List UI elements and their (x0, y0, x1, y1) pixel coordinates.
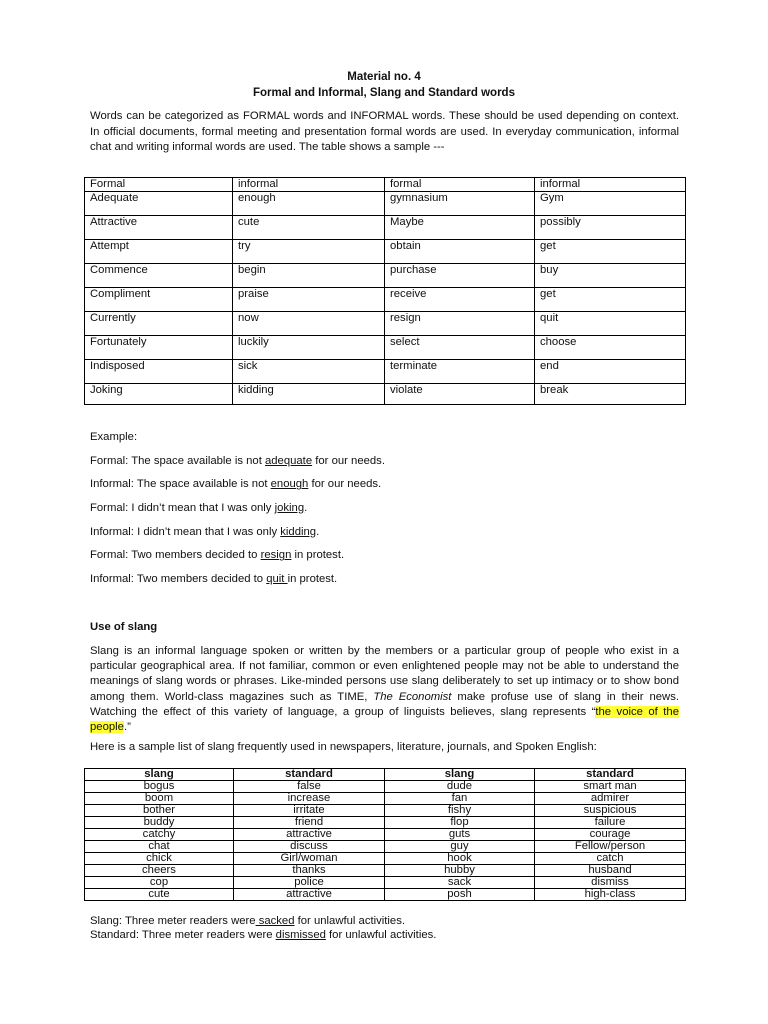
table-cell: Joking (85, 384, 233, 405)
table-cell: end (535, 360, 686, 384)
table-cell: gymnasium (385, 192, 535, 216)
table-cell: terminate (385, 360, 535, 384)
example-line (90, 477, 680, 501)
example-underlined-word: sacked (255, 915, 295, 927)
example-line (90, 914, 690, 928)
table-cell: husband (535, 865, 686, 877)
example-underlined-word: quit (266, 573, 288, 586)
example-underlined-word: dismissed (275, 929, 326, 941)
paragraph-text: make profuse use of slang in their news. Watching the effect of this variety of language, a group of linguists believes, slang represents “ (90, 690, 679, 718)
table-cell: chick (85, 853, 234, 865)
example-underlined-word: joking (274, 502, 305, 515)
table-row (85, 264, 686, 288)
intro-paragraph: Words can be categorized as FORMAL words and INFORMAL words. These should be used depending on context. In official documents, formal meeting and presentation formal words are used. In everyday communication, informal chat and writing informal words are used. The table shows a sample --- (90, 110, 679, 154)
table-row (85, 805, 686, 817)
table-cell: get (535, 240, 686, 264)
table-cell: catch (535, 853, 686, 865)
example-text: . (316, 525, 320, 538)
table-row (85, 853, 686, 865)
table-cell: try (233, 240, 385, 264)
table-cell: cop (85, 877, 234, 889)
table-cell: Girl/woman (234, 853, 385, 865)
example-underlined-word: enough (270, 478, 309, 491)
table-cell: dude (385, 781, 535, 793)
table-cell: attractive (234, 889, 385, 901)
table-cell: Fortunately (85, 336, 233, 360)
table-cell: Attempt (85, 240, 233, 264)
table-cell: sack (385, 877, 535, 889)
table-cell: cute (85, 889, 234, 901)
example-text: Slang: Three meter readers were (90, 915, 256, 927)
table-cell: begin (233, 264, 385, 288)
table-cell: Compliment (85, 288, 233, 312)
table-cell: sick (233, 360, 385, 384)
table-header-row (85, 769, 686, 781)
table-cell: cute (233, 216, 385, 240)
table-cell: violate (385, 384, 535, 405)
table-cell: break (535, 384, 686, 405)
table-cell: suspicious (535, 805, 686, 817)
table-cell: admirer (535, 793, 686, 805)
table-cell: thanks (234, 865, 385, 877)
table-cell: select (385, 336, 535, 360)
column-header: standard (234, 769, 385, 781)
table-cell: irritate (234, 805, 385, 817)
table-cell: kidding (233, 384, 385, 405)
table-cell: fan (385, 793, 535, 805)
table-cell: catchy (85, 829, 234, 841)
column-header: formal (385, 178, 535, 192)
paragraph-text: .” (123, 721, 131, 734)
example-line (90, 501, 680, 525)
example-line (90, 525, 680, 549)
table-row (85, 312, 686, 336)
table-row (85, 216, 686, 240)
example-text: Informal: The space available is not (90, 478, 271, 491)
table-cell: smart man (535, 781, 686, 793)
table-row (85, 829, 686, 841)
table-cell: bogus (85, 781, 234, 793)
table-cell: praise (233, 288, 385, 312)
table-cell: courage (535, 829, 686, 841)
table-row (85, 889, 686, 901)
table-cell: Maybe (385, 216, 535, 240)
table-row (85, 384, 686, 405)
table-cell: obtain (385, 240, 535, 264)
table-cell: high-class (535, 889, 686, 901)
table-cell: buddy (85, 817, 234, 829)
slang-paragraph (90, 644, 679, 735)
table-cell: Adequate (85, 192, 233, 216)
section-heading: Use of slang (90, 621, 158, 633)
examples-label: Example: (90, 431, 138, 443)
table-row (85, 877, 686, 889)
example-text: in protest. (287, 573, 338, 586)
example-line (90, 454, 680, 478)
table-row (85, 360, 686, 384)
example-line (90, 548, 680, 572)
table-cell: fishy (385, 805, 535, 817)
formal-informal-table (84, 177, 686, 405)
column-header: informal (535, 178, 686, 192)
table-cell: Fellow/person (535, 841, 686, 853)
example-text: Formal: I didn’t mean that I was only (90, 502, 275, 515)
document-header (0, 69, 768, 101)
example-text: . (304, 502, 308, 515)
table-row (85, 865, 686, 877)
table-cell: Indisposed (85, 360, 233, 384)
table-row (85, 192, 686, 216)
table-cell: hubby (385, 865, 535, 877)
paragraph-text: Slang is an informal language spoken or written by the members or a particular group of people who exist in a particular geographical area. If not familiar, common or even enlightened people may not be able to understand the meanings of slang words or phrases. Like-minded persons use slang deliberately to set up intimacy or to show bond among them. World-class magazines such as TIME, (90, 645, 679, 703)
example-text: in protest. (291, 549, 345, 562)
example-text: Formal: Two members decided to (90, 549, 261, 562)
table-cell: chat (85, 841, 234, 853)
example-text: for our needs. (312, 454, 385, 467)
table-cell: posh (385, 889, 535, 901)
example-text: Standard: Three meter readers were (90, 929, 276, 941)
table-cell: receive (385, 288, 535, 312)
example-line (90, 928, 690, 942)
table-cell: Gym (535, 192, 686, 216)
table-cell: Currently (85, 312, 233, 336)
example-text: Formal: The space available is not (90, 454, 265, 467)
table-cell: now (233, 312, 385, 336)
table-cell: luckily (233, 336, 385, 360)
table-row (85, 288, 686, 312)
table-cell: increase (234, 793, 385, 805)
table-cell: get (535, 288, 686, 312)
example-underlined-word: kidding (280, 525, 317, 538)
table-cell: guts (385, 829, 535, 841)
table-cell: purchase (385, 264, 535, 288)
table-cell: quit (535, 312, 686, 336)
table-cell: hook (385, 853, 535, 865)
table-row (85, 240, 686, 264)
table-cell: guy (385, 841, 535, 853)
examples-block (90, 430, 680, 596)
slang-standard-table (84, 768, 686, 901)
document-subtitle: Formal and Informal, Slang and Standard words (253, 87, 515, 99)
example-underlined-word: adequate (264, 454, 313, 467)
table-row (85, 841, 686, 853)
table-cell: enough (233, 192, 385, 216)
example-text: for unlawful activities. (325, 929, 437, 941)
example-text: for unlawful activities. (294, 915, 406, 927)
table-cell: resign (385, 312, 535, 336)
table-cell: Commence (85, 264, 233, 288)
example-text: Informal: I didn’t mean that I was only (90, 525, 281, 538)
table-cell: false (234, 781, 385, 793)
table-cell: police (234, 877, 385, 889)
final-examples (90, 914, 690, 942)
table-cell: possibly (535, 216, 686, 240)
table-row (85, 336, 686, 360)
column-header: Formal (85, 178, 233, 192)
example-line (90, 572, 680, 596)
example-underlined-word: resign (260, 549, 292, 562)
column-header: slang (85, 769, 234, 781)
italic-title: The Economist (373, 690, 452, 703)
table-cell: buy (535, 264, 686, 288)
table-cell: Attractive (85, 216, 233, 240)
table-cell: bother (85, 805, 234, 817)
highlighted-phrase: the voice of the people (90, 705, 679, 734)
document-title: Material no. 4 (347, 71, 421, 83)
table-cell: failure (535, 817, 686, 829)
table-cell: boom (85, 793, 234, 805)
table-cell: cheers (85, 865, 234, 877)
column-header: informal (233, 178, 385, 192)
example-text: for our needs. (308, 478, 382, 491)
sample-list-intro: Here is a sample list of slang frequently used in newspapers, literature, journals, and Spoken English: (90, 741, 597, 753)
table-cell: choose (535, 336, 686, 360)
table-row (85, 781, 686, 793)
column-header: slang (385, 769, 535, 781)
table-cell: dismiss (535, 877, 686, 889)
table-row (85, 817, 686, 829)
table-row (85, 793, 686, 805)
column-header: standard (535, 769, 686, 781)
table-cell: discuss (234, 841, 385, 853)
table-cell: flop (385, 817, 535, 829)
table-cell: attractive (234, 829, 385, 841)
table-cell: friend (234, 817, 385, 829)
example-text: Informal: Two members decided to (90, 573, 267, 586)
table-header-row (85, 178, 686, 192)
